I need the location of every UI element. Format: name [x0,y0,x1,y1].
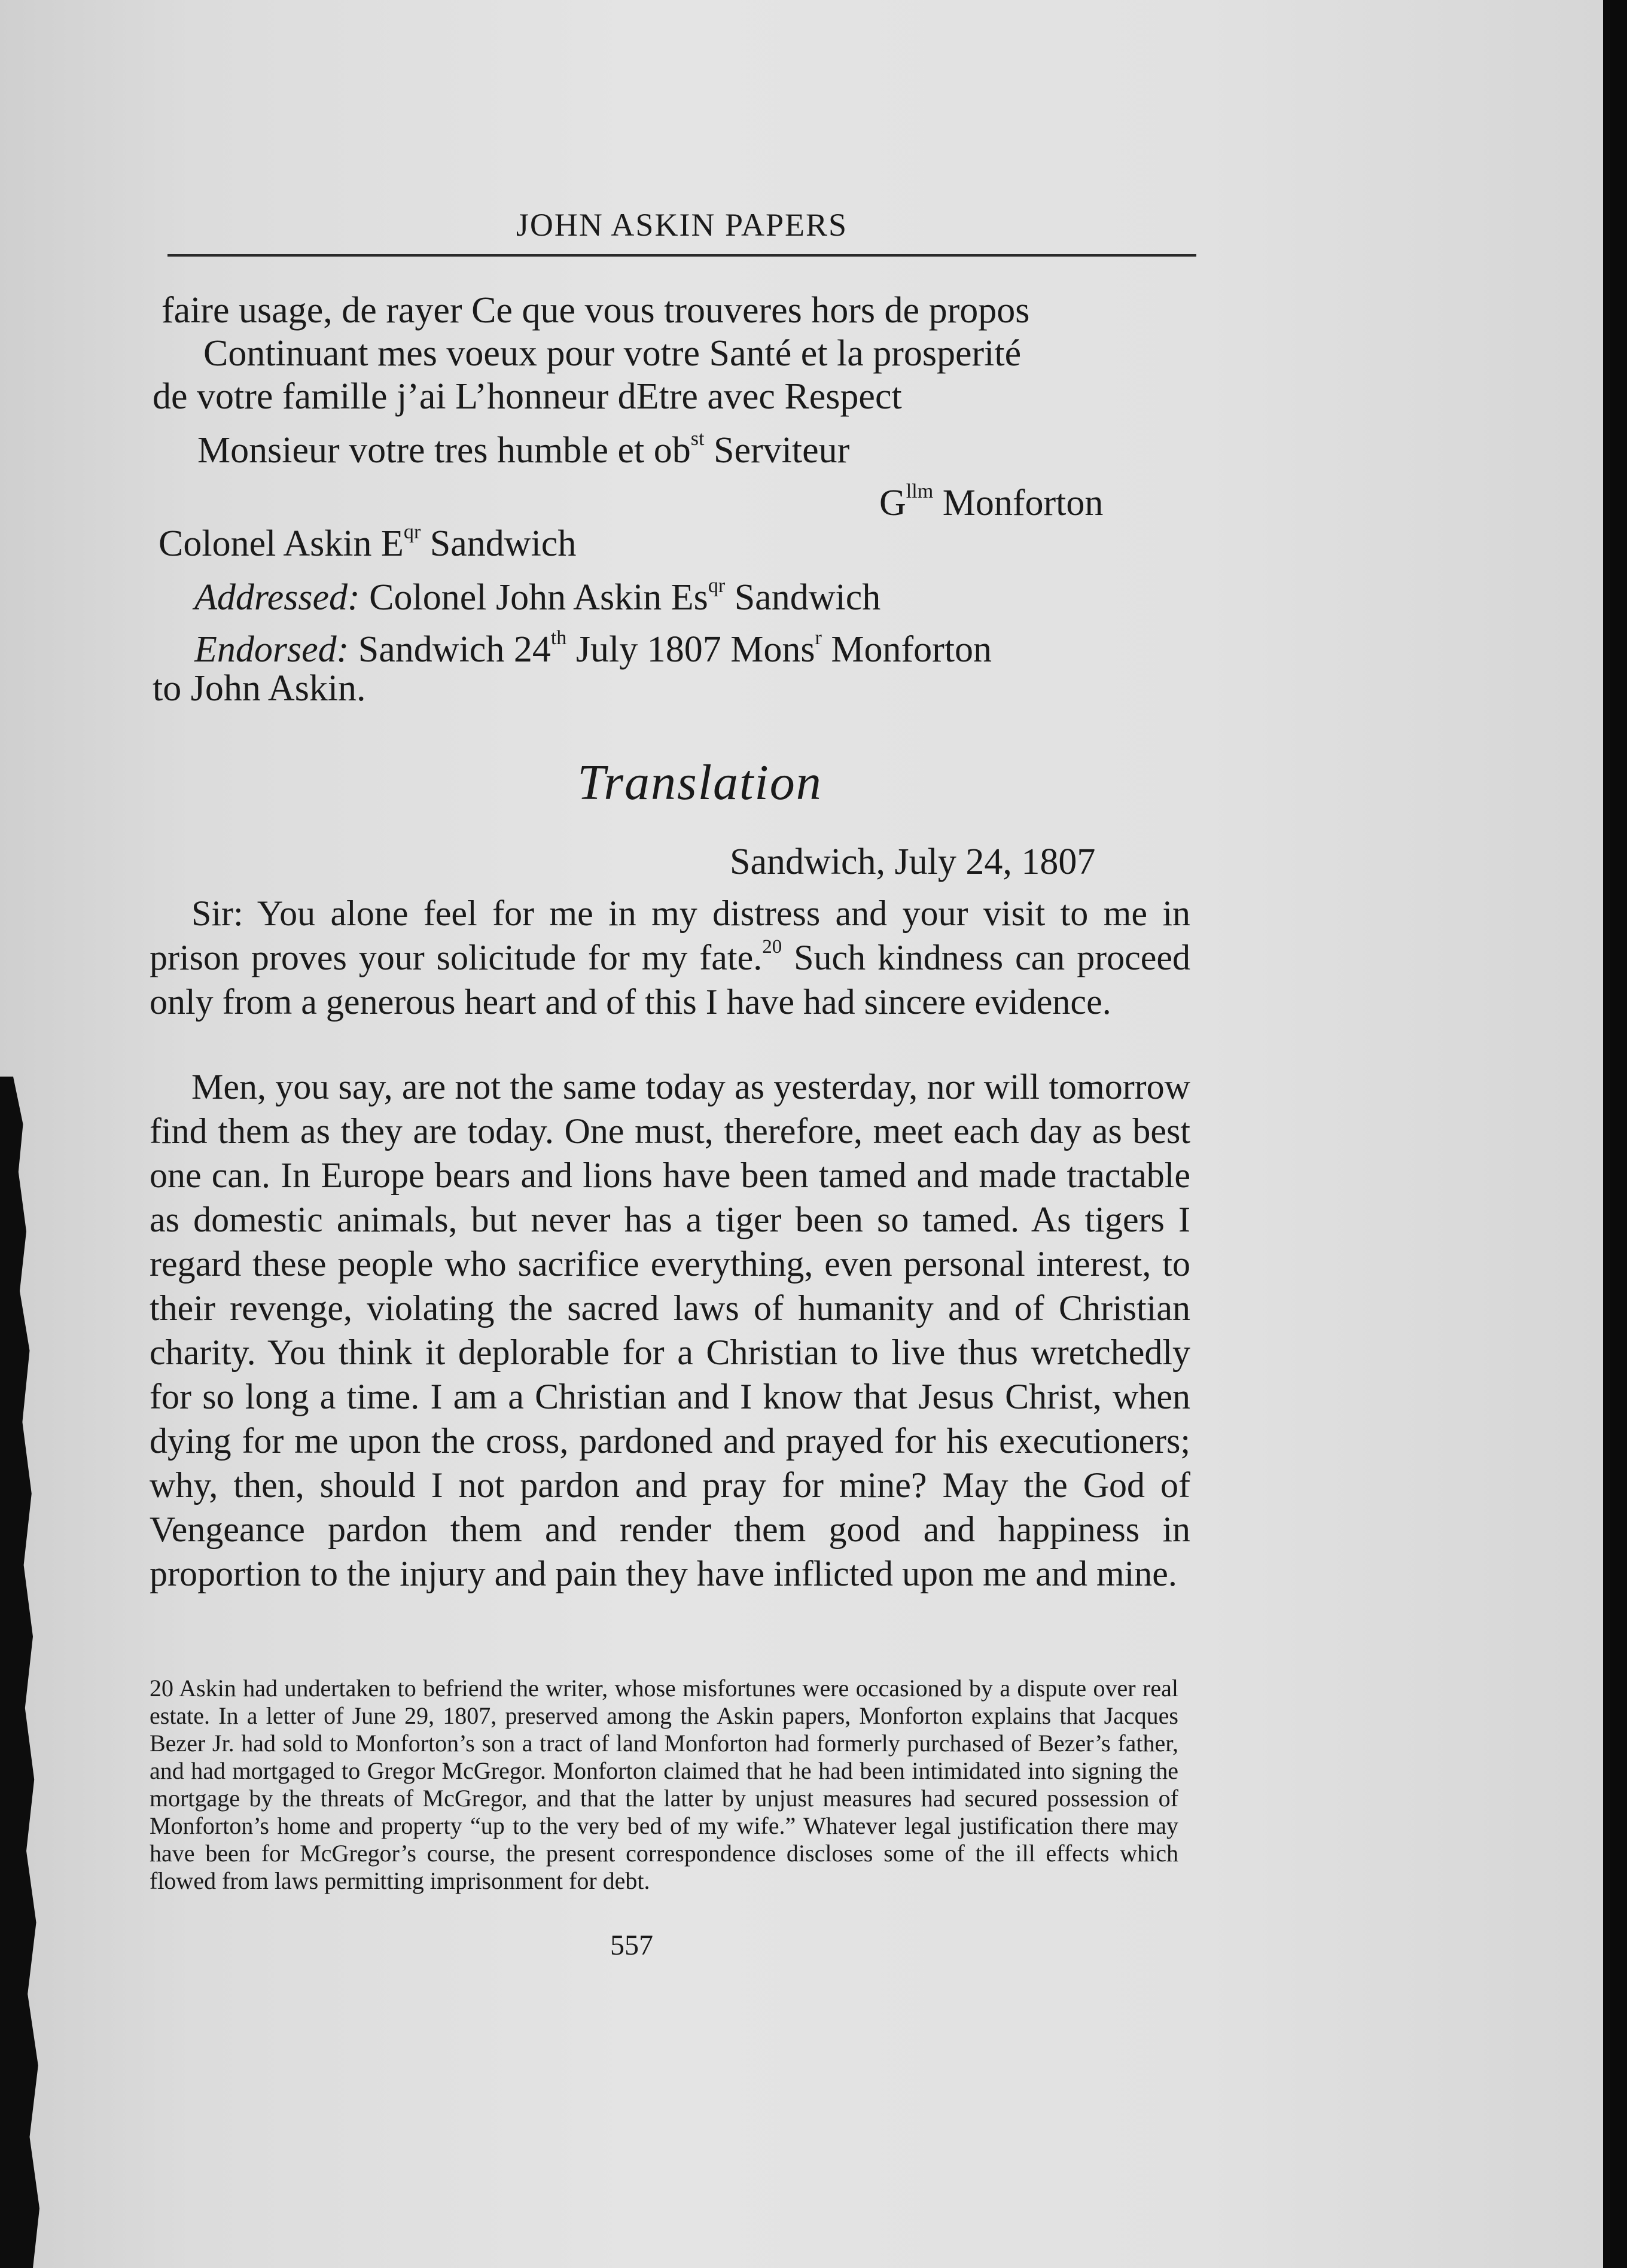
page-shadow [1603,0,1627,2268]
endorsed-line-2: to John Askin. [153,668,366,709]
footnote: 20 Askin had undertaken to befriend the writer, whose misfortunes were occasioned by a dispute over real estate. In a letter of June 29, 1807, preserved among the Askin papers, Monforton explains that Jacques Bezer Jr. had sold to Monforton’s son a tract of land Monforton had formerly purchased of Bezer’s father, and had mortgaged to Gregor McGregor. Monforton claimed that he had been intimidated into signing the mortgage by the threats of McGregor, and that the latter by unjust measures had secured possession of Monforton’s home and property “up to the very bed of my wife.” Whatever legal justification there may have been for McGregor’s course, the present correspondence discloses some of the ill effects which flowed from laws permitting imprisonment for debt. [150,1675,1178,1894]
paragraph-2: Men, you say, are not the same today as yesterday, nor will tomorrow find them as they are today. One must, therefore, meet each day as best one can. In Europe bears and lions have been tamed and made tractable as domestic animals, but never has a tiger been so tamed. As tigers I regard these people who sacrifice everything, even personal interest, to their revenge, violating the sacred laws of humanity and of Christian charity. You think it deplorable for a Christian to live thus wretchedly for so long a time. I am a Christian and I know that Jesus Christ, when dying for me upon the cross, pardoned and prayed for his executioners; why, then, should I not pardon and pray for mine? May the God of Vengeance pardon them and render them good and happiness in proportion to the injury and pain they have inflicted upon me and mine. [150,1067,1190,1593]
page-number: 557 [610,1929,653,1961]
recipient-line: Colonel Askin $E^{qr}$ Sandwich [159,521,577,564]
dateline: Sandwich, July 24, 1807 [730,842,1096,882]
closing-line: Monsieur votre tres humble et $ob^{st}$ Serviteur [197,428,850,471]
french-line-1: faire usage, de rayer Ce que vous trouveres hors de propos [162,290,1030,331]
endorsed-line: Endorsed: Sandwich 24th July 1807 Mons$^r$ Monforton [194,627,992,670]
header-rule [167,254,1196,257]
section-title: Translation [577,755,822,810]
french-line-3: de votre famille j’ai L’honneur dEtre avec Respect [153,376,902,417]
signature: $G^{llm}$ Monforton [879,480,1104,523]
running-header: JOHN ASKIN PAPERS [516,207,848,243]
french-line-2: Continuant mes voeux pour votre Santé et la prosperité [203,333,1022,374]
paragraph-1: Sir: You alone feel for me in my distress and your visit to me in prison proves your solicitude for my fate.$^{20}$ Such kindness can proceed only from a generous heart and of this I have had sincere evidence. [150,894,1191,1022]
addressed-line: Addressed: Colonel John Askin $Es^{qr}$ Sandwich [194,575,881,618]
